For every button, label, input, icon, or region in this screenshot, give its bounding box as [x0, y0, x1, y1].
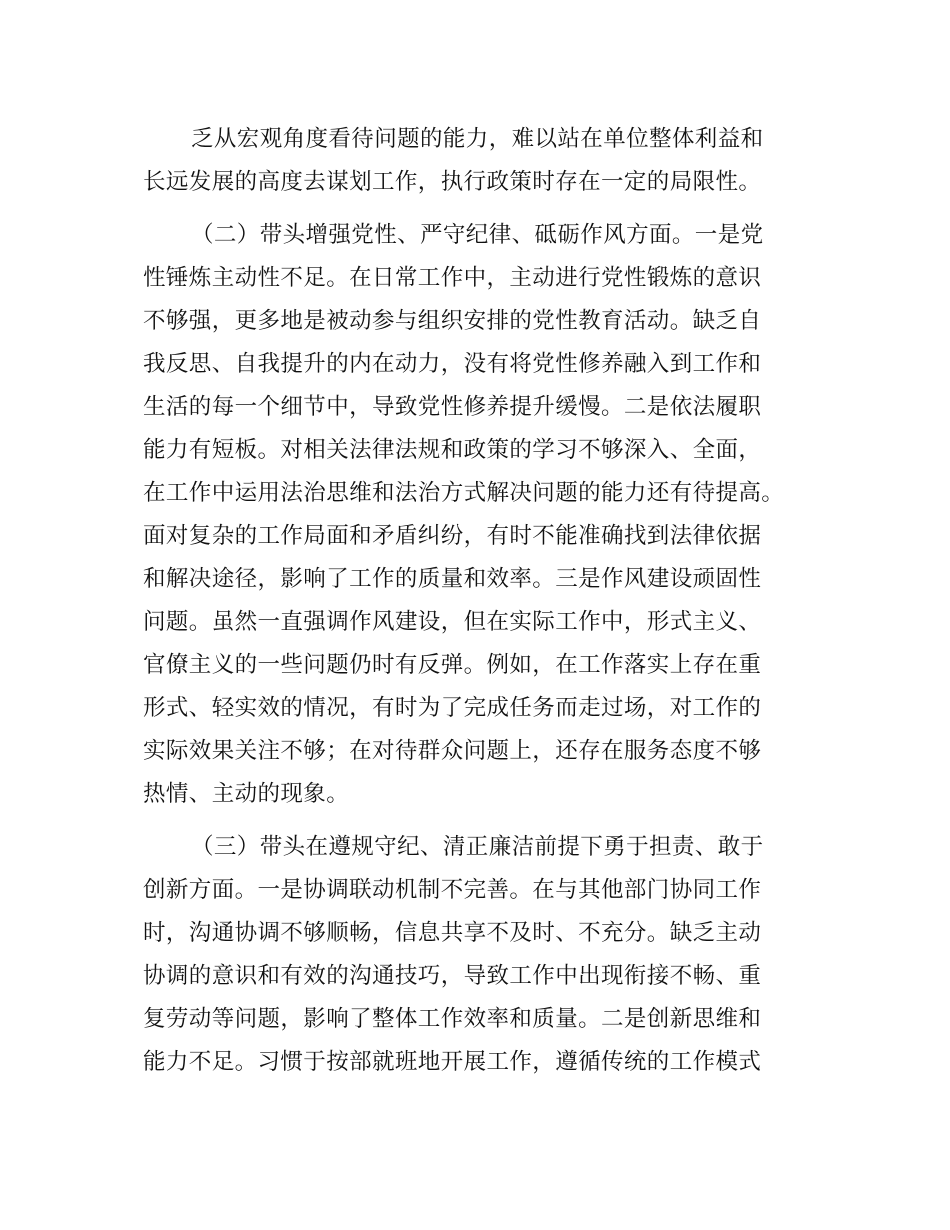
- text-line: 问题。虽然一直强调作风建设，但在实际工作中，形式主义、: [143, 609, 762, 635]
- text-line: 能力有短板。对相关法律法规和政策的学习不够深入、全面，: [143, 437, 762, 463]
- paragraph-continuation: [143, 118, 811, 204]
- text-line: 长远发展的高度去谋划工作，执行政策时存在一定的局限性。: [143, 169, 762, 195]
- text-line: 生活的每一个细节中，导致党性修养提升缓慢。二是依法履职: [143, 394, 762, 420]
- text-line: 实际效果关注不够；在对待群众问题上，还存在服务态度不够: [143, 738, 762, 764]
- text-line: 热情、主动的现象。: [143, 781, 350, 807]
- text-line: 乏从宏观角度看待问题的能力，难以站在单位整体利益和: [191, 126, 764, 152]
- text-line: 时，沟通协调不够顺畅，信息共享不及时、不充分。缺乏主动: [143, 920, 762, 946]
- section-heading-line: （二）带头增强党性、严守纪律、砥砺作风方面。一是党: [191, 222, 764, 248]
- paragraph-section-3: [143, 826, 811, 1084]
- text-line: 官僚主义的一些问题仍时有反弹。例如，在工作落实上存在重: [143, 652, 762, 678]
- paragraph-section-2: [143, 214, 811, 816]
- text-line: 协调的意识和有效的沟通技巧，导致工作中出现衔接不畅、重: [143, 963, 762, 989]
- text-line: 创新方面。一是协调联动机制不完善。在与其他部门协同工作: [143, 877, 762, 903]
- text-line: 在工作中运用法治思维和法治方式解决问题的能力还有待提高。: [143, 480, 785, 506]
- text-line: 形式、轻实效的情况，有时为了完成任务而走过场，对工作的: [143, 695, 762, 721]
- text-line: 不够强，更多地是被动参与组织安排的党性教育活动。缺乏自: [143, 308, 762, 334]
- section-heading-line: （三）带头在遵规守纪、清正廉洁前提下勇于担责、敢于: [191, 834, 764, 860]
- text-line: 能力不足。习惯于按部就班地开展工作，遵循传统的工作模式: [143, 1049, 762, 1075]
- text-line: 和解决途径，影响了工作的质量和效率。三是作风建设顽固性: [143, 566, 762, 592]
- text-line: 性锤炼主动性不足。在日常工作中，主动进行党性锻炼的意识: [143, 265, 762, 291]
- document-page: [143, 118, 811, 1094]
- text-line: 复劳动等问题，影响了整体工作效率和质量。二是创新思维和: [143, 1006, 762, 1032]
- text-line: 面对复杂的工作局面和矛盾纠纷，有时不能准确找到法律依据: [143, 523, 762, 549]
- text-line: 我反思、自我提升的内在动力，没有将党性修养融入到工作和: [143, 351, 762, 377]
